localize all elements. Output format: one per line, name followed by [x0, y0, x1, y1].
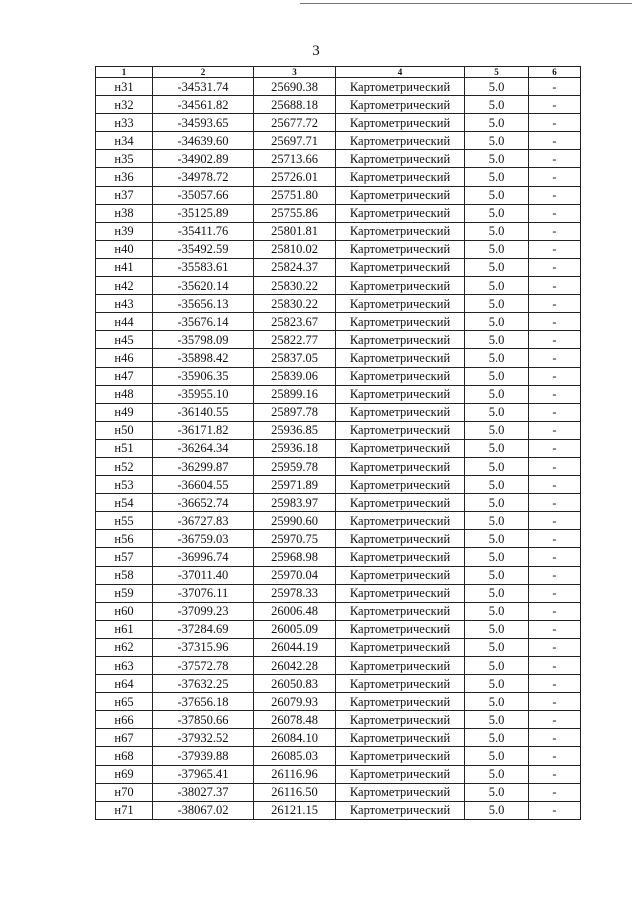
note-cell: -	[529, 277, 581, 295]
x-coordinate-cell: -37011.40	[153, 566, 254, 584]
note-cell: -	[529, 566, 581, 584]
x-coordinate-cell: -36171.82	[153, 421, 254, 439]
table-row	[96, 439, 581, 457]
note-cell: -	[529, 693, 581, 711]
accuracy-cell: 5.0	[465, 801, 529, 819]
x-coordinate-cell: -35676.14	[153, 313, 254, 331]
method-cell: Картометрический	[336, 403, 465, 421]
note-cell: -	[529, 765, 581, 783]
y-coordinate-cell: 26044.19	[254, 638, 336, 656]
x-coordinate-cell: -36299.87	[153, 457, 254, 475]
table-row	[96, 657, 581, 675]
note-cell: -	[529, 421, 581, 439]
point-id-cell: н31	[96, 78, 153, 96]
y-coordinate-cell: 26042.28	[254, 657, 336, 675]
column-header-4: 4	[336, 67, 465, 78]
table-row	[96, 476, 581, 494]
x-coordinate-cell: -36264.34	[153, 439, 254, 457]
table-row	[96, 186, 581, 204]
method-cell: Картометрический	[336, 168, 465, 186]
y-coordinate-cell: 25899.16	[254, 385, 336, 403]
note-cell: -	[529, 78, 581, 96]
method-cell: Картометрический	[336, 729, 465, 747]
x-coordinate-cell: -38027.37	[153, 783, 254, 801]
coordinates-table	[95, 66, 581, 820]
point-id-cell: н69	[96, 765, 153, 783]
x-coordinate-cell: -37572.78	[153, 657, 254, 675]
note-cell: -	[529, 494, 581, 512]
note-cell: -	[529, 258, 581, 276]
accuracy-cell: 5.0	[465, 295, 529, 313]
note-cell: -	[529, 584, 581, 602]
accuracy-cell: 5.0	[465, 385, 529, 403]
table-row	[96, 675, 581, 693]
table-row	[96, 566, 581, 584]
column-header-1: 1	[96, 67, 153, 78]
accuracy-cell: 5.0	[465, 457, 529, 475]
note-cell: -	[529, 240, 581, 258]
point-id-cell: н55	[96, 512, 153, 530]
point-id-cell: н37	[96, 186, 153, 204]
accuracy-cell: 5.0	[465, 222, 529, 240]
accuracy-cell: 5.0	[465, 403, 529, 421]
accuracy-cell: 5.0	[465, 186, 529, 204]
table-row	[96, 783, 581, 801]
note-cell: -	[529, 313, 581, 331]
note-cell: -	[529, 204, 581, 222]
y-coordinate-cell: 25755.86	[254, 204, 336, 222]
method-cell: Картометрический	[336, 367, 465, 385]
point-id-cell: н54	[96, 494, 153, 512]
method-cell: Картометрический	[336, 331, 465, 349]
y-coordinate-cell: 26005.09	[254, 620, 336, 638]
point-id-cell: н66	[96, 711, 153, 729]
y-coordinate-cell: 26085.03	[254, 747, 336, 765]
accuracy-cell: 5.0	[465, 114, 529, 132]
note-cell: -	[529, 675, 581, 693]
table-row	[96, 367, 581, 385]
method-cell: Картометрический	[336, 457, 465, 475]
method-cell: Картометрический	[336, 548, 465, 566]
table-row	[96, 693, 581, 711]
x-coordinate-cell: -37850.66	[153, 711, 254, 729]
accuracy-cell: 5.0	[465, 313, 529, 331]
table-row	[96, 385, 581, 403]
note-cell: -	[529, 96, 581, 114]
method-cell: Картометрический	[336, 421, 465, 439]
x-coordinate-cell: -36727.83	[153, 512, 254, 530]
x-coordinate-cell: -35898.42	[153, 349, 254, 367]
note-cell: -	[529, 620, 581, 638]
x-coordinate-cell: -36604.55	[153, 476, 254, 494]
method-cell: Картометрический	[336, 114, 465, 132]
y-coordinate-cell: 25990.60	[254, 512, 336, 530]
point-id-cell: н65	[96, 693, 153, 711]
note-cell: -	[529, 747, 581, 765]
x-coordinate-cell: -34531.74	[153, 78, 254, 96]
note-cell: -	[529, 801, 581, 819]
note-cell: -	[529, 403, 581, 421]
point-id-cell: н63	[96, 657, 153, 675]
point-id-cell: н53	[96, 476, 153, 494]
table-row	[96, 512, 581, 530]
x-coordinate-cell: -36759.03	[153, 530, 254, 548]
method-cell: Картометрический	[336, 295, 465, 313]
table-row	[96, 457, 581, 475]
table-row	[96, 349, 581, 367]
note-cell: -	[529, 439, 581, 457]
point-id-cell: н34	[96, 132, 153, 150]
point-id-cell: н61	[96, 620, 153, 638]
method-cell: Картометрический	[336, 132, 465, 150]
x-coordinate-cell: -37315.96	[153, 638, 254, 656]
y-coordinate-cell: 26079.93	[254, 693, 336, 711]
x-coordinate-cell: -36652.74	[153, 494, 254, 512]
table-row	[96, 78, 581, 96]
y-coordinate-cell: 25970.04	[254, 566, 336, 584]
x-coordinate-cell: -34561.82	[153, 96, 254, 114]
method-cell: Картометрический	[336, 693, 465, 711]
table-row	[96, 421, 581, 439]
x-coordinate-cell: -35906.35	[153, 367, 254, 385]
method-cell: Картометрический	[336, 675, 465, 693]
accuracy-cell: 5.0	[465, 765, 529, 783]
y-coordinate-cell: 25968.98	[254, 548, 336, 566]
method-cell: Картометрический	[336, 566, 465, 584]
method-cell: Картометрический	[336, 439, 465, 457]
y-coordinate-cell: 25837.05	[254, 349, 336, 367]
x-coordinate-cell: -37284.69	[153, 620, 254, 638]
method-cell: Картометрический	[336, 313, 465, 331]
note-cell: -	[529, 295, 581, 313]
method-cell: Картометрический	[336, 222, 465, 240]
accuracy-cell: 5.0	[465, 620, 529, 638]
table-row	[96, 747, 581, 765]
table-row	[96, 729, 581, 747]
method-cell: Картометрический	[336, 747, 465, 765]
accuracy-cell: 5.0	[465, 783, 529, 801]
table-row	[96, 494, 581, 512]
y-coordinate-cell: 25978.33	[254, 584, 336, 602]
x-coordinate-cell: -35798.09	[153, 331, 254, 349]
table-row	[96, 204, 581, 222]
note-cell: -	[529, 512, 581, 530]
x-coordinate-cell: -37099.23	[153, 602, 254, 620]
note-cell: -	[529, 657, 581, 675]
point-id-cell: н56	[96, 530, 153, 548]
y-coordinate-cell: 26116.50	[254, 783, 336, 801]
point-id-cell: н49	[96, 403, 153, 421]
point-id-cell: н52	[96, 457, 153, 475]
y-coordinate-cell: 25713.66	[254, 150, 336, 168]
x-coordinate-cell: -37632.25	[153, 675, 254, 693]
accuracy-cell: 5.0	[465, 530, 529, 548]
note-cell: -	[529, 476, 581, 494]
method-cell: Картометрический	[336, 711, 465, 729]
y-coordinate-cell: 25830.22	[254, 295, 336, 313]
accuracy-cell: 5.0	[465, 512, 529, 530]
table-row	[96, 295, 581, 313]
point-id-cell: н45	[96, 331, 153, 349]
note-cell: -	[529, 132, 581, 150]
point-id-cell: н58	[96, 566, 153, 584]
header-row	[96, 67, 581, 78]
x-coordinate-cell: -35955.10	[153, 385, 254, 403]
point-id-cell: н32	[96, 96, 153, 114]
y-coordinate-cell: 25839.06	[254, 367, 336, 385]
x-coordinate-cell: -34593.65	[153, 114, 254, 132]
method-cell: Картометрический	[336, 258, 465, 276]
point-id-cell: н38	[96, 204, 153, 222]
x-coordinate-cell: -37965.41	[153, 765, 254, 783]
accuracy-cell: 5.0	[465, 602, 529, 620]
note-cell: -	[529, 457, 581, 475]
y-coordinate-cell: 25677.72	[254, 114, 336, 132]
note-cell: -	[529, 349, 581, 367]
scan-edge-line	[300, 3, 632, 4]
y-coordinate-cell: 25823.67	[254, 313, 336, 331]
table-row	[96, 711, 581, 729]
table-row	[96, 801, 581, 819]
table-row	[96, 150, 581, 168]
accuracy-cell: 5.0	[465, 729, 529, 747]
point-id-cell: н43	[96, 295, 153, 313]
note-cell: -	[529, 186, 581, 204]
method-cell: Картометрический	[336, 186, 465, 204]
y-coordinate-cell: 26084.10	[254, 729, 336, 747]
x-coordinate-cell: -37656.18	[153, 693, 254, 711]
accuracy-cell: 5.0	[465, 439, 529, 457]
point-id-cell: н51	[96, 439, 153, 457]
y-coordinate-cell: 25971.89	[254, 476, 336, 494]
y-coordinate-cell: 25810.02	[254, 240, 336, 258]
accuracy-cell: 5.0	[465, 421, 529, 439]
accuracy-cell: 5.0	[465, 96, 529, 114]
table-row	[96, 765, 581, 783]
table-row	[96, 222, 581, 240]
table-row	[96, 530, 581, 548]
x-coordinate-cell: -35620.14	[153, 277, 254, 295]
table-row	[96, 114, 581, 132]
accuracy-cell: 5.0	[465, 638, 529, 656]
point-id-cell: н39	[96, 222, 153, 240]
accuracy-cell: 5.0	[465, 204, 529, 222]
x-coordinate-cell: -37932.52	[153, 729, 254, 747]
x-coordinate-cell: -35057.66	[153, 186, 254, 204]
method-cell: Картометрический	[336, 783, 465, 801]
accuracy-cell: 5.0	[465, 657, 529, 675]
note-cell: -	[529, 711, 581, 729]
method-cell: Картометрический	[336, 602, 465, 620]
x-coordinate-cell: -35125.89	[153, 204, 254, 222]
method-cell: Картометрический	[336, 584, 465, 602]
note-cell: -	[529, 367, 581, 385]
point-id-cell: н42	[96, 277, 153, 295]
method-cell: Картометрический	[336, 78, 465, 96]
point-id-cell: н71	[96, 801, 153, 819]
y-coordinate-cell: 25801.81	[254, 222, 336, 240]
x-coordinate-cell: -35411.76	[153, 222, 254, 240]
point-id-cell: н60	[96, 602, 153, 620]
point-id-cell: н64	[96, 675, 153, 693]
page-number: 3	[312, 43, 320, 59]
x-coordinate-cell: -35583.61	[153, 258, 254, 276]
y-coordinate-cell: 25830.22	[254, 277, 336, 295]
note-cell: -	[529, 222, 581, 240]
table-row	[96, 548, 581, 566]
y-coordinate-cell: 25688.18	[254, 96, 336, 114]
accuracy-cell: 5.0	[465, 240, 529, 258]
table-row	[96, 132, 581, 150]
accuracy-cell: 5.0	[465, 693, 529, 711]
y-coordinate-cell: 26116.96	[254, 765, 336, 783]
accuracy-cell: 5.0	[465, 566, 529, 584]
table-row	[96, 403, 581, 421]
accuracy-cell: 5.0	[465, 331, 529, 349]
y-coordinate-cell: 26121.15	[254, 801, 336, 819]
note-cell: -	[529, 385, 581, 403]
point-id-cell: н57	[96, 548, 153, 566]
table-row	[96, 277, 581, 295]
accuracy-cell: 5.0	[465, 675, 529, 693]
table-row	[96, 638, 581, 656]
point-id-cell: н48	[96, 385, 153, 403]
method-cell: Картометрический	[336, 620, 465, 638]
point-id-cell: н36	[96, 168, 153, 186]
table-body	[96, 78, 581, 820]
note-cell: -	[529, 602, 581, 620]
note-cell: -	[529, 783, 581, 801]
table-row	[96, 602, 581, 620]
y-coordinate-cell: 26006.48	[254, 602, 336, 620]
y-coordinate-cell: 25959.78	[254, 457, 336, 475]
y-coordinate-cell: 25824.37	[254, 258, 336, 276]
point-id-cell: н46	[96, 349, 153, 367]
x-coordinate-cell: -36140.55	[153, 403, 254, 421]
accuracy-cell: 5.0	[465, 258, 529, 276]
method-cell: Картометрический	[336, 530, 465, 548]
table-row	[96, 96, 581, 114]
table-row	[96, 168, 581, 186]
x-coordinate-cell: -34639.60	[153, 132, 254, 150]
y-coordinate-cell: 25751.80	[254, 186, 336, 204]
y-coordinate-cell: 26078.48	[254, 711, 336, 729]
point-id-cell: н40	[96, 240, 153, 258]
y-coordinate-cell: 25690.38	[254, 78, 336, 96]
column-header-3: 3	[254, 67, 336, 78]
method-cell: Картометрический	[336, 512, 465, 530]
x-coordinate-cell: -34978.72	[153, 168, 254, 186]
column-header-6: 6	[529, 67, 581, 78]
note-cell: -	[529, 150, 581, 168]
method-cell: Картометрический	[336, 240, 465, 258]
x-coordinate-cell: -38067.02	[153, 801, 254, 819]
y-coordinate-cell: 25726.01	[254, 168, 336, 186]
x-coordinate-cell: -37939.88	[153, 747, 254, 765]
table-row	[96, 313, 581, 331]
note-cell: -	[529, 331, 581, 349]
point-id-cell: н62	[96, 638, 153, 656]
method-cell: Картометрический	[336, 349, 465, 367]
table-row	[96, 584, 581, 602]
accuracy-cell: 5.0	[465, 132, 529, 150]
note-cell: -	[529, 548, 581, 566]
accuracy-cell: 5.0	[465, 711, 529, 729]
x-coordinate-cell: -35492.59	[153, 240, 254, 258]
accuracy-cell: 5.0	[465, 150, 529, 168]
y-coordinate-cell: 25897.78	[254, 403, 336, 421]
method-cell: Картометрический	[336, 657, 465, 675]
y-coordinate-cell: 26050.83	[254, 675, 336, 693]
table-row	[96, 620, 581, 638]
table-row	[96, 331, 581, 349]
note-cell: -	[529, 729, 581, 747]
method-cell: Картометрический	[336, 801, 465, 819]
accuracy-cell: 5.0	[465, 747, 529, 765]
accuracy-cell: 5.0	[465, 78, 529, 96]
point-id-cell: н67	[96, 729, 153, 747]
y-coordinate-cell: 25936.85	[254, 421, 336, 439]
table-row	[96, 258, 581, 276]
table-header	[96, 67, 581, 78]
y-coordinate-cell: 25936.18	[254, 439, 336, 457]
note-cell: -	[529, 168, 581, 186]
point-id-cell: н41	[96, 258, 153, 276]
point-id-cell: н50	[96, 421, 153, 439]
accuracy-cell: 5.0	[465, 476, 529, 494]
accuracy-cell: 5.0	[465, 548, 529, 566]
y-coordinate-cell: 25822.77	[254, 331, 336, 349]
point-id-cell: н47	[96, 367, 153, 385]
accuracy-cell: 5.0	[465, 349, 529, 367]
method-cell: Картометрический	[336, 96, 465, 114]
method-cell: Картометрический	[336, 638, 465, 656]
accuracy-cell: 5.0	[465, 367, 529, 385]
point-id-cell: н44	[96, 313, 153, 331]
column-header-5: 5	[465, 67, 529, 78]
point-id-cell: н35	[96, 150, 153, 168]
method-cell: Картометрический	[336, 494, 465, 512]
note-cell: -	[529, 638, 581, 656]
x-coordinate-cell: -36996.74	[153, 548, 254, 566]
x-coordinate-cell: -34902.89	[153, 150, 254, 168]
accuracy-cell: 5.0	[465, 277, 529, 295]
method-cell: Картометрический	[336, 476, 465, 494]
column-header-2: 2	[153, 67, 254, 78]
point-id-cell: н33	[96, 114, 153, 132]
note-cell: -	[529, 114, 581, 132]
method-cell: Картометрический	[336, 385, 465, 403]
accuracy-cell: 5.0	[465, 584, 529, 602]
point-id-cell: н68	[96, 747, 153, 765]
note-cell: -	[529, 530, 581, 548]
y-coordinate-cell: 25970.75	[254, 530, 336, 548]
method-cell: Картометрический	[336, 765, 465, 783]
x-coordinate-cell: -35656.13	[153, 295, 254, 313]
method-cell: Картометрический	[336, 150, 465, 168]
method-cell: Картометрический	[336, 277, 465, 295]
y-coordinate-cell: 25697.71	[254, 132, 336, 150]
point-id-cell: н70	[96, 783, 153, 801]
method-cell: Картометрический	[336, 204, 465, 222]
accuracy-cell: 5.0	[465, 168, 529, 186]
x-coordinate-cell: -37076.11	[153, 584, 254, 602]
point-id-cell: н59	[96, 584, 153, 602]
y-coordinate-cell: 25983.97	[254, 494, 336, 512]
table-row	[96, 240, 581, 258]
accuracy-cell: 5.0	[465, 494, 529, 512]
